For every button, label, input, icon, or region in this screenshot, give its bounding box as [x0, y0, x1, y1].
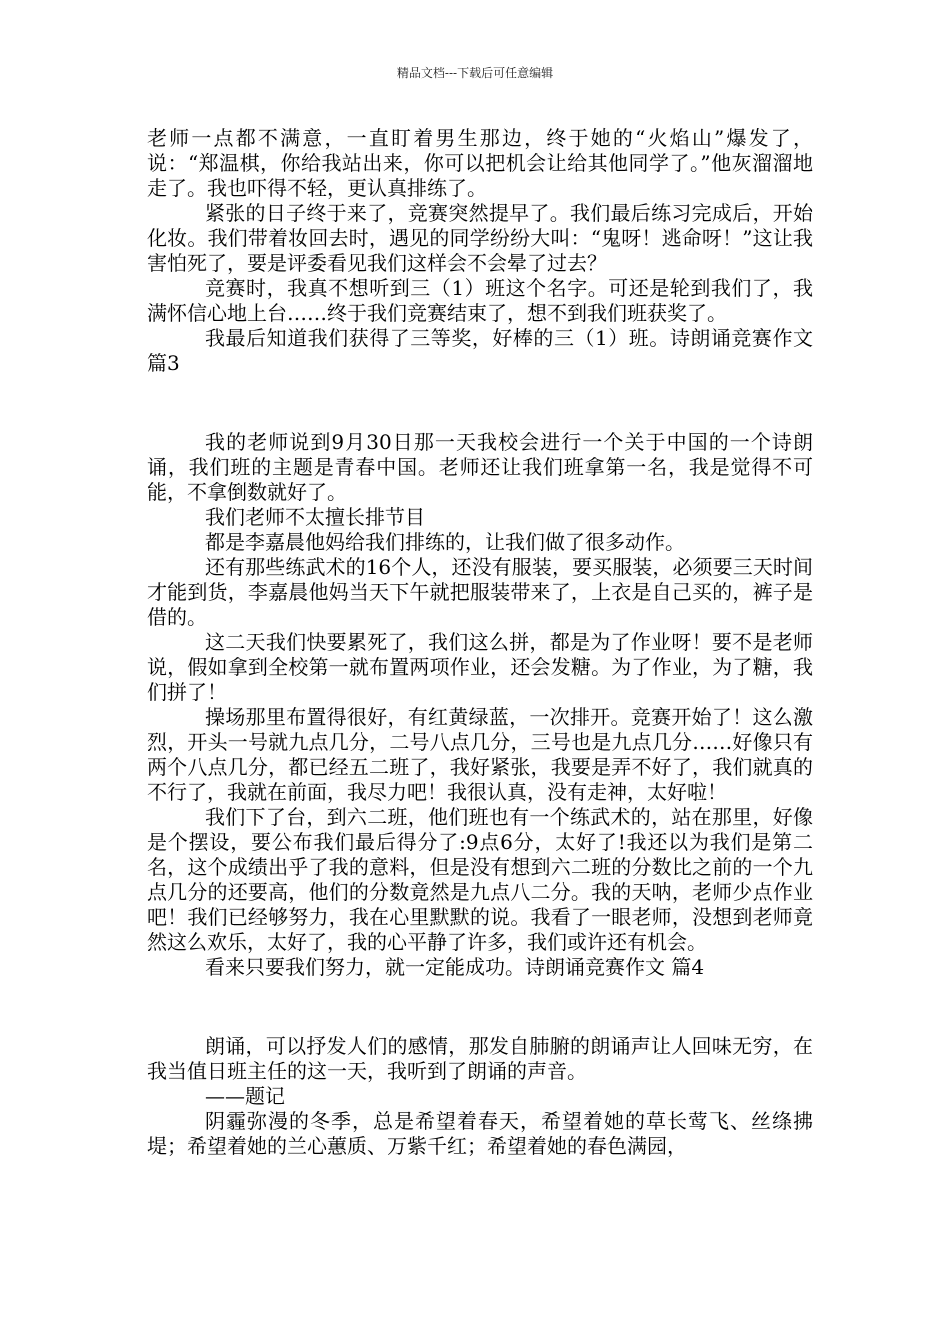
paragraph: 紧张的日子终于来了，竞赛突然提早了。我们最后练习完成后，开始化妆。我们带着妆回去时，遇见的同学纷纷大叫：“鬼呀！逃命呀！”这让我害怕死了，要是评委看见我们这样会不会晕了过去？	[147, 201, 813, 275]
paragraph: 老师一点都不满意，一直盯着男生那边，终于她的“火焰山”爆发了，说：“郑温棋，你给我站出来，你可以把机会让给其他同学了。”他灰溜溜地走了。我也吓得不轻，更认真排练了。	[147, 126, 813, 200]
section-gap	[147, 980, 813, 1034]
document-body	[147, 126, 813, 1159]
page-header: 精品文档---下载后可任意编辑	[396, 66, 554, 80]
paragraph: 这二天我们快要累死了，我们这么拼，都是为了作业呀！要不是老师说，假如拿到全校第一就布置两项作业，还会发糖。为了作业，为了糖，我们拼了！	[147, 630, 813, 704]
paragraph: 我们老师不太擅长排节目	[205, 505, 425, 529]
paragraph: 我最后知道我们获得了三等奖，好棒的三（1）班。诗朗诵竞赛作文 篇3	[147, 326, 813, 375]
paragraph: ——题记	[205, 1084, 285, 1108]
paragraph: 都是李嘉晨他妈给我们排练的，让我们做了很多动作。	[205, 530, 685, 554]
paragraph: 还有那些练武术的16个人，还没有服装，要买服装，必须要三天时间才能到货，李嘉晨他妈当天下午就把服装带来了，上衣是自己买的，裤子是借的。	[147, 555, 813, 629]
paragraph: 朗诵，可以抒发人们的感情，那发自肺腑的朗诵声让人回味无穷，在我当值日班主任的这一天，我听到了朗诵的声音。	[147, 1034, 813, 1083]
paragraph: 看来只要我们努力，就一定能成功。诗朗诵竞赛作文 篇4	[205, 955, 705, 979]
section-gap	[147, 376, 813, 430]
paragraph: 操场那里布置得很好，有红黄绿蓝，一次排开。竞赛开始了！这么激烈，开头一号就九点几分，二号八点几分，三号也是九点几分……好像只有两个八点几分，都已经五二班了，我好紧张，我要是弄不好了，我们就真的不行了，我就在前面，我尽力吧！我很认真，没有走神，太好啦！	[147, 705, 813, 804]
paragraph: 我的老师说到9月30日那一天我校会进行一个关于中国的一个诗朗诵，我们班的主题是青春中国。老师还让我们班拿第一名，我是觉得不可能，不拿倒数就好了。	[147, 430, 813, 504]
paragraph: 我们下了台，到六二班，他们班也有一个练武术的，站在那里，好像是个摆设，要公布我们最后得分了:9点6分，太好了!我还以为我们是第二名，这个成绩出乎了我的意料，但是没有想到六二班的分数比之前的一个九点几分的还要高，他们的分数竟然是九点八二分。我的天呐，老师少点作业吧！我们已经够努力，我在心里默默的说。我看了一眼老师，没想到老师竟然这么欢乐，太好了，我的心平静了许多，我们或许还有机会。	[147, 805, 813, 954]
paragraph: 阴霾弥漫的冬季，总是希望着春天，希望着她的草长莺飞、丝绦拂堤；希望着她的兰心蕙质、万紫千红；希望着她的春色满园，	[147, 1109, 813, 1158]
paragraph: 竞赛时，我真不想听到三（1）班这个名字。可还是轮到我们了，我满怀信心地上台……终于我们竞赛结束了，想不到我们班获奖了。	[147, 276, 813, 325]
